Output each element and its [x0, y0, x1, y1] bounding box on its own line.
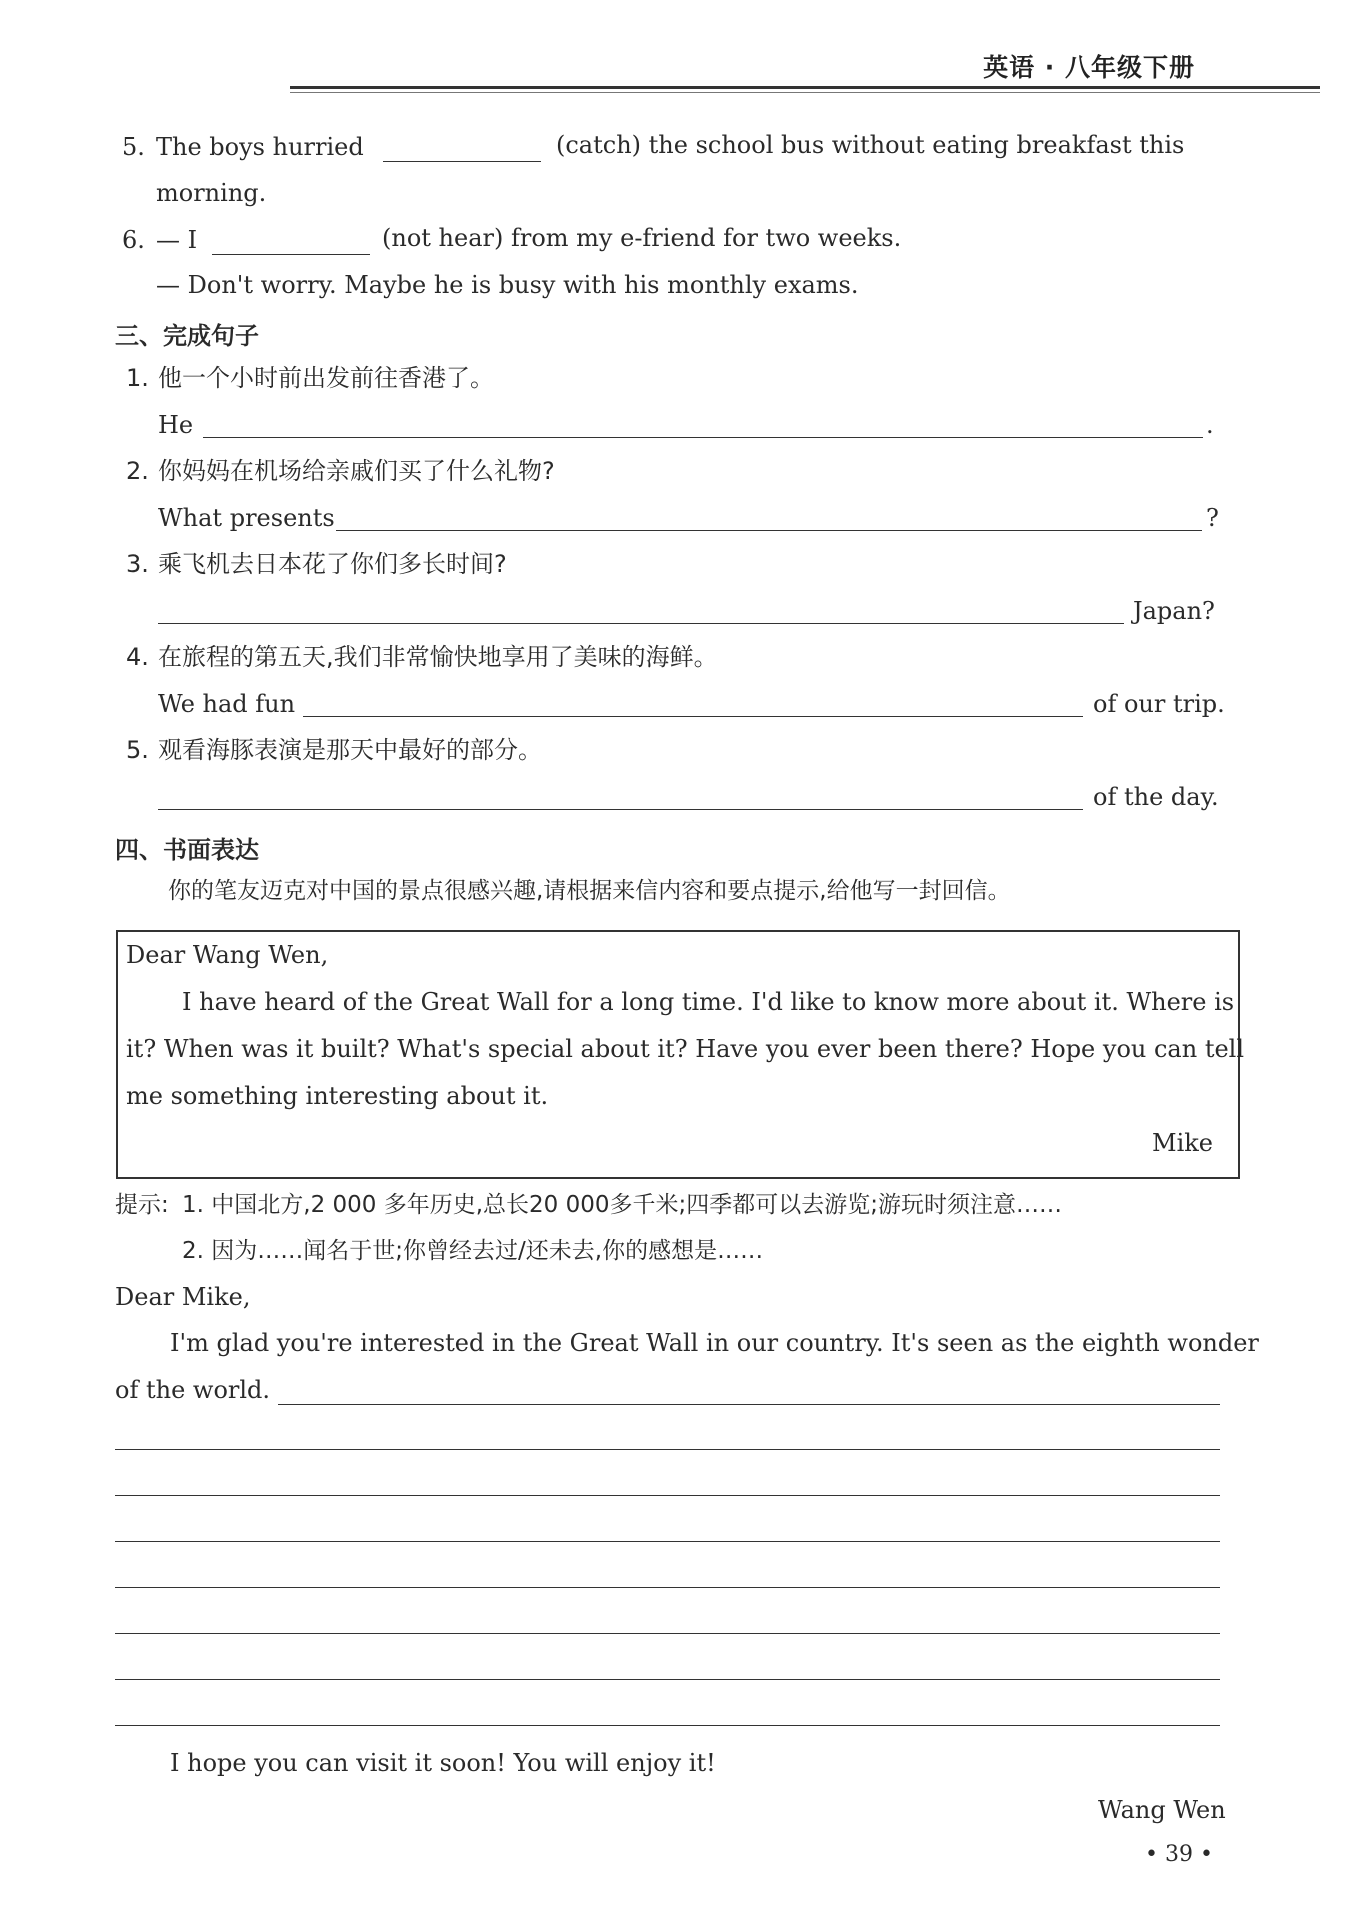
- reply-greeting: Dear Mike,: [115, 1283, 251, 1311]
- s3-q5-suffix: of the day.: [1093, 783, 1219, 811]
- s3-q2-answer-line[interactable]: [336, 530, 1202, 531]
- q6-number: 6.: [122, 226, 145, 254]
- hint-1: 1. 中国北方,2 000 多年历史,总长20 000多千米;四季都可以去游览;游玩时须注意……: [182, 1192, 1063, 1218]
- s3-q2-number: 2.: [126, 457, 149, 485]
- section3-heading: 三、完成句子: [115, 322, 259, 350]
- s3-q4-suffix: of our trip.: [1093, 690, 1225, 718]
- q6-blank[interactable]: [212, 254, 370, 255]
- writing-line[interactable]: [115, 1587, 1220, 1588]
- section4-instruction: 你的笔友迈克对中国的景点很感兴趣,请根据来信内容和要点提示,给他写一封回信。: [168, 878, 1011, 904]
- s3-q4-chinese: 在旅程的第五天,我们非常愉快地享用了美味的海鲜。: [158, 643, 718, 671]
- s3-q3-chinese: 乘飞机去日本花了你们多长时间?: [158, 550, 507, 578]
- s3-q1-suffix: .: [1206, 411, 1214, 439]
- writing-line[interactable]: [115, 1495, 1220, 1496]
- reply-line-1: I'm glad you're interested in the Great Wall in our country. It's seen as the eighth wonder: [170, 1329, 1259, 1357]
- writing-line[interactable]: [115, 1541, 1220, 1542]
- s3-q4-number: 4.: [126, 643, 149, 671]
- page-number: • 39 •: [1145, 1842, 1213, 1867]
- s3-q4-prefix: We had fun: [158, 690, 296, 718]
- s3-q5-answer-line[interactable]: [158, 809, 1083, 810]
- q6-reply: — Don't worry. Maybe he is busy with his monthly exams.: [156, 271, 859, 299]
- reply-closing: I hope you can visit it soon! You will enjoy it!: [170, 1749, 716, 1777]
- q5-text-part1: The boys hurried: [156, 133, 364, 161]
- reply-line-2: of the world.: [115, 1376, 271, 1404]
- s3-q4-answer-line[interactable]: [303, 716, 1083, 717]
- letter-greeting: Dear Wang Wen,: [126, 941, 329, 969]
- letter-line-3: me something interesting about it.: [126, 1082, 549, 1110]
- q5-text-part3: morning.: [156, 179, 267, 207]
- s3-q1-chinese: 他一个小时前出发前往香港了。: [158, 364, 494, 392]
- q5-text-part2: (catch) the school bus without eating breakfast this: [556, 131, 1185, 159]
- writing-line[interactable]: [278, 1404, 1220, 1405]
- s3-q3-answer-line[interactable]: [158, 623, 1124, 624]
- letter-signature: Mike: [1152, 1129, 1213, 1157]
- s3-q1-answer-line[interactable]: [203, 437, 1203, 438]
- writing-line[interactable]: [115, 1679, 1220, 1680]
- s3-q5-chinese: 观看海豚表演是那天中最好的部分。: [158, 736, 542, 764]
- s3-q1-number: 1.: [126, 364, 149, 392]
- s3-q2-suffix: ?: [1206, 504, 1219, 532]
- header-title: 英语 · 八年级下册: [983, 53, 1195, 82]
- reply-signature: Wang Wen: [1098, 1796, 1226, 1824]
- s3-q2-chinese: 你妈妈在机场给亲戚们买了什么礼物?: [158, 457, 555, 485]
- letter-line-1: I have heard of the Great Wall for a long time. I'd like to know more about it. Where is: [182, 988, 1235, 1016]
- s3-q1-prefix: He: [158, 411, 194, 439]
- s3-q2-prefix: What presents: [158, 504, 335, 532]
- section4-heading: 四、书面表达: [115, 836, 259, 864]
- s3-q5-number: 5.: [126, 736, 149, 764]
- q5-blank[interactable]: [383, 161, 541, 162]
- header-rule: [290, 86, 1320, 89]
- s3-q3-number: 3.: [126, 550, 149, 578]
- writing-line[interactable]: [115, 1725, 1220, 1726]
- q6-text-part2: (not hear) from my e-friend for two weeks.: [382, 224, 902, 252]
- q5-number: 5.: [122, 133, 145, 161]
- writing-line[interactable]: [115, 1633, 1220, 1634]
- hint-2: 2. 因为……闻名于世;你曾经去过/还未去,你的感想是……: [182, 1238, 764, 1264]
- writing-line[interactable]: [115, 1449, 1220, 1450]
- s3-q3-suffix: Japan?: [1133, 597, 1215, 625]
- header-rule-thin: [290, 92, 1320, 93]
- q6-text-part1: — I: [156, 226, 198, 254]
- letter-line-2: it? When was it built? What's special about it? Have you ever been there? Hope you can tell: [126, 1035, 1245, 1063]
- hints-label: 提示:: [115, 1192, 169, 1218]
